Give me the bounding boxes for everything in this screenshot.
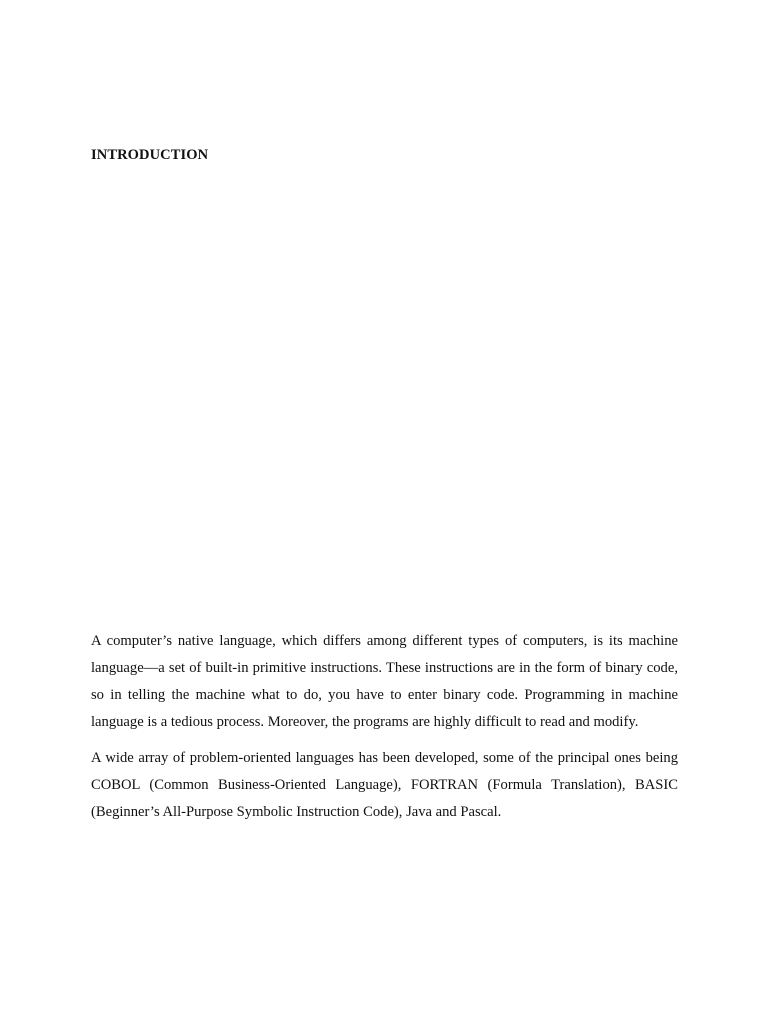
paragraph-problem-oriented-languages: A wide array of problem-oriented languages has been developed, some of the principal ones being COBOL (Common Business-Oriented Language), FORTRAN (Formula Translation), BASIC (Beginner’s All-Purpose Symbolic Instruction Code), Java and Pascal. [91,750,678,820]
body-text [91,628,678,835]
paragraph-machine-language: A computer’s native language, which differs among different types of computers, is its machine language—a set of built-in primitive instructions. These instructions are in the form of binary code, so in telling the machine what to do, you have to enter binary code. Programming in machine language is a tedious process. Moreover, the programs are highly difficult to read and modify. [91,633,678,730]
section-heading: INTRODUCTION [91,147,209,163]
